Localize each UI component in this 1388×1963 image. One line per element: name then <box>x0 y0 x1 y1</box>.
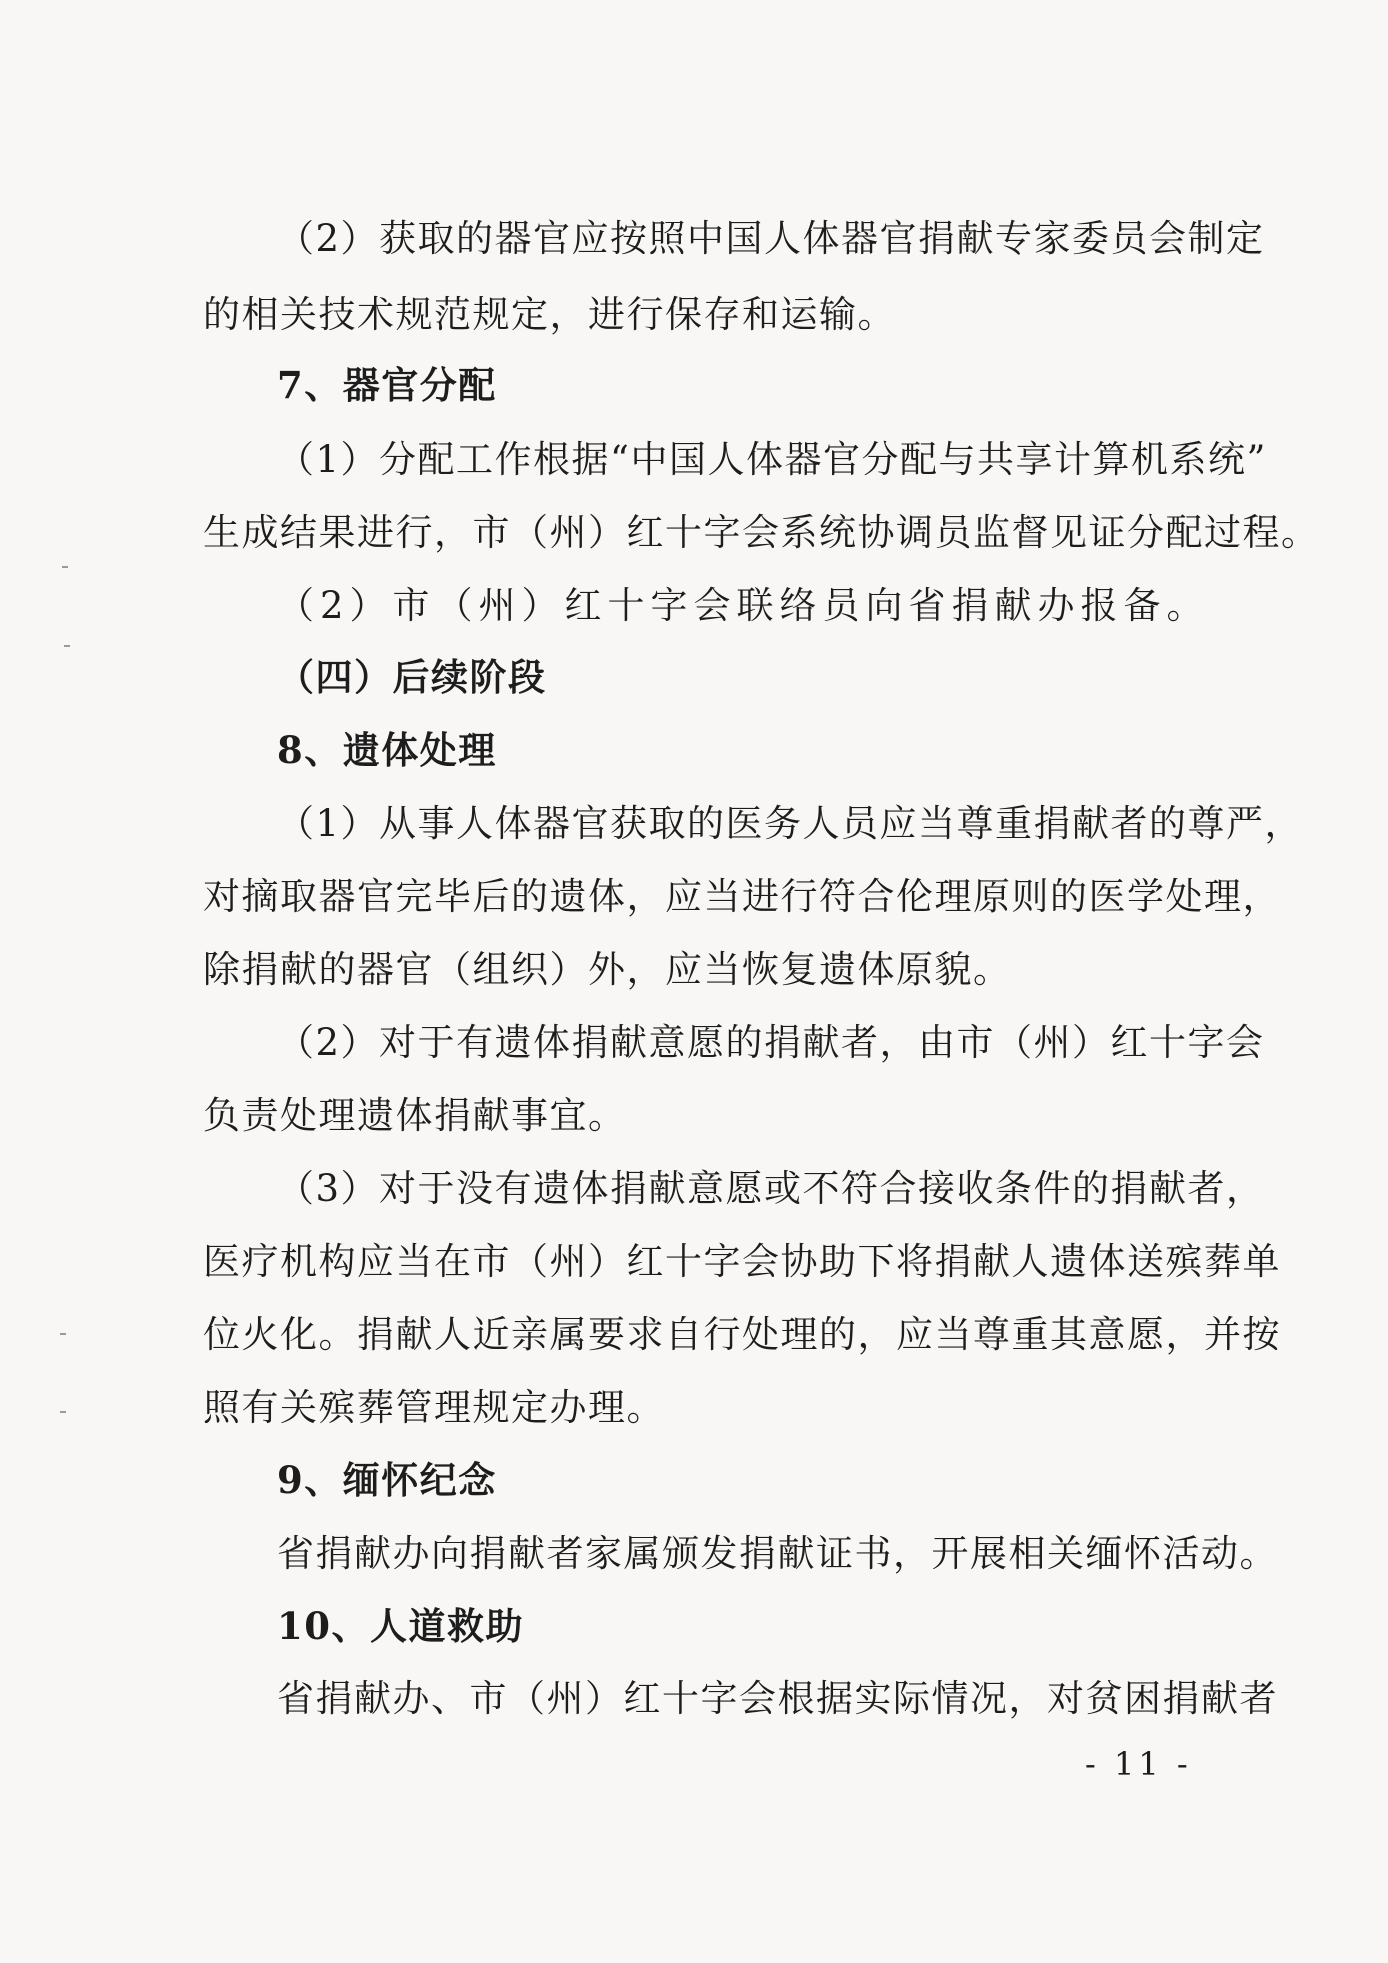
paragraph-line: （2）对于有遗体捐献意愿的捐献者，由市（州）红十字会 <box>277 1021 1265 1064</box>
paragraph-line: 生成结果进行，市（州）红十字会系统协调员监督见证分配过程。 <box>203 511 1320 554</box>
paragraph-line: 照有关殡葬管理规定办理。 <box>203 1386 665 1429</box>
paragraph-line: 医疗机构应当在市（州）红十字会协助下将捐献人遗体送殡葬单 <box>203 1240 1281 1283</box>
paragraph-line: 除捐献的器官（组织）外，应当恢复遗体原貌。 <box>203 948 1012 991</box>
section-heading: 8、遗体处理 <box>277 728 497 772</box>
paragraph-line: 对摘取器官完毕后的遗体，应当进行符合伦理原则的医学处理， <box>203 875 1281 918</box>
paragraph-line: 位火化。捐献人近亲属要求自行处理的，应当尊重其意愿，并按 <box>203 1313 1281 1356</box>
paragraph-line: 省捐献办、市（州）红十字会根据实际情况，对贫困捐献者 <box>277 1677 1278 1720</box>
scan-speck <box>64 645 70 647</box>
paragraph-line: （2）获取的器官应按照中国人体器官捐献专家委员会制定 <box>277 217 1265 260</box>
paragraph-line: 的相关技术规范规定，进行保存和运输。 <box>203 293 896 336</box>
section-heading: （四）后续阶段 <box>277 655 547 699</box>
paragraph-line: （2）市（州）红十字会联络员向省捐献办报备。 <box>277 584 1210 627</box>
paragraph-line: （1）从事人体器官获取的医务人员应当尊重捐献者的尊严， <box>277 802 1304 845</box>
section-heading: 9、缅怀纪念 <box>277 1458 497 1502</box>
section-heading: 10、人道救助 <box>277 1604 524 1648</box>
paragraph-line: 负责处理遗体捐献事宜。 <box>203 1094 627 1137</box>
section-heading: 7、器官分配 <box>277 363 497 407</box>
scan-speck <box>62 566 68 568</box>
paragraph-line: （3）对于没有遗体捐献意愿或不符合接收条件的捐献者， <box>277 1167 1265 1210</box>
paragraph-line: （1）分配工作根据“中国人体器官分配与共享计算机系统” <box>277 438 1267 481</box>
paragraph-line: 省捐献办向捐献者家属颁发捐献证书，开展相关缅怀活动。 <box>277 1532 1278 1575</box>
scan-speck <box>60 1411 66 1413</box>
page-number: - 11 - <box>1085 1745 1192 1783</box>
scan-speck <box>60 1333 66 1335</box>
